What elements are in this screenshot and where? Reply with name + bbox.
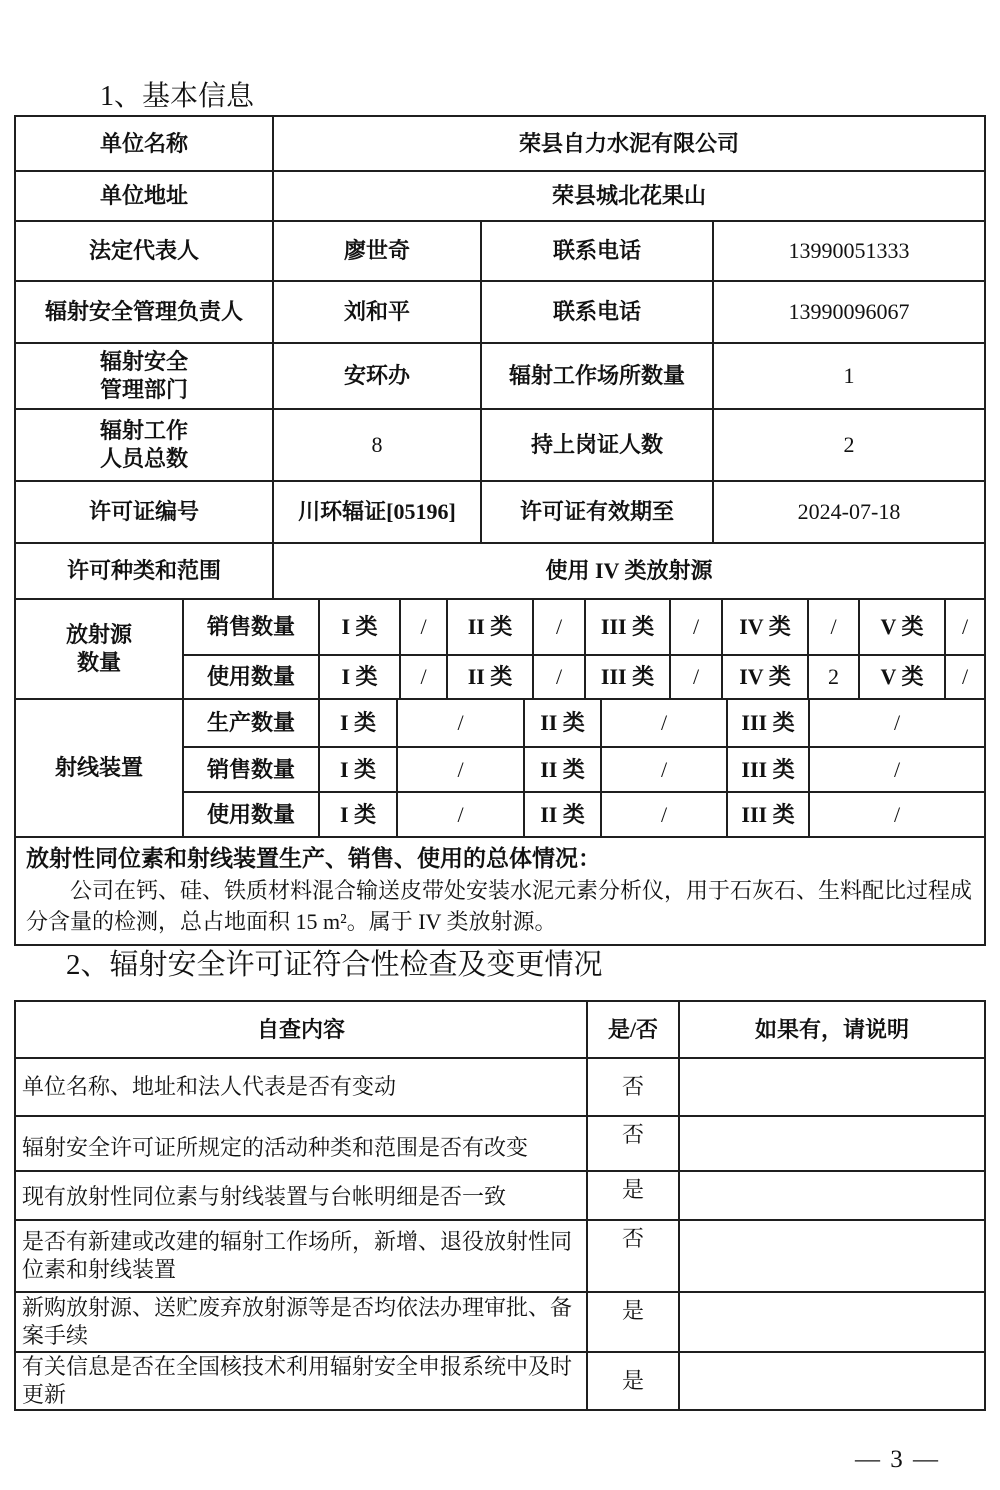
devices-production-row <box>182 700 984 746</box>
device-count-cell: / <box>396 700 523 746</box>
device-class-cell: I 类 <box>318 748 396 791</box>
certified-count-value: 2 <box>712 410 984 480</box>
page-number: — 3 — <box>855 1446 940 1473</box>
self-check-table <box>14 1000 986 1411</box>
devices-production-label: 生产数量 <box>182 700 318 746</box>
check-note <box>678 1221 984 1291</box>
source-class-cell: IV 类 <box>721 600 807 654</box>
table-row-license-scope <box>16 542 984 598</box>
workers-label-line2: 人员总数 <box>99 446 188 471</box>
source-count-cell: / <box>399 600 446 654</box>
safety-dept-label-line1: 辐射安全 <box>99 349 188 374</box>
check-answer: 否 <box>586 1117 678 1170</box>
license-expiry-label: 许可证有效期至 <box>480 482 712 542</box>
safety-manager-label: 辐射安全管理负责人 <box>44 299 243 324</box>
unit-name-value: 荣县自力水泥有限公司 <box>272 117 984 170</box>
sources-use-row <box>182 654 984 698</box>
check-question: 辐射安全许可证所规定的活动种类和范围是否有改变 <box>22 1135 529 1160</box>
source-class-cell: III 类 <box>584 600 669 654</box>
safety-dept-value: 安环办 <box>272 344 480 408</box>
check-answer: 是 <box>586 1293 678 1351</box>
source-count-cell: 2 <box>807 656 858 698</box>
workplace-count-label: 辐射工作场所数量 <box>480 344 712 408</box>
table-row-workers <box>16 408 984 480</box>
check-row <box>16 1115 984 1170</box>
source-count-cell: / <box>399 656 446 698</box>
source-class-cell: II 类 <box>446 600 532 654</box>
summary-heading: 放射性同位素和射线装置生产、销售、使用的总体情况： <box>26 846 601 871</box>
source-count-cell: / <box>944 656 984 698</box>
device-count-cell: / <box>600 793 726 836</box>
device-class-cell: I 类 <box>318 793 396 836</box>
license-number-value: 川环辐证[05196] <box>272 482 480 542</box>
check-note <box>678 1353 984 1409</box>
unit-address-value: 荣县城北花果山 <box>272 172 984 220</box>
safety-dept-label <box>16 344 272 408</box>
unit-address-label: 单位地址 <box>99 183 188 208</box>
table-row-legal-rep <box>16 220 984 280</box>
devices-sale-row <box>182 746 984 791</box>
devices-group-label: 射线装置 <box>54 755 143 780</box>
check-row <box>16 1057 984 1115</box>
section1-title: 1、基本信息 <box>100 81 255 112</box>
table-row-unit-name <box>16 117 984 170</box>
header-explanation: 如果有，请说明 <box>678 1002 984 1057</box>
check-question: 新购放射源、送贮废弃放射源等是否均依法办理审批、备案手续 <box>22 1295 573 1348</box>
source-count-cell: / <box>669 600 721 654</box>
basic-info-table <box>14 115 986 946</box>
section2-title: 2、辐射安全许可证符合性检查及变更情况 <box>66 949 603 981</box>
legal-rep-value: 廖世奇 <box>272 222 480 280</box>
summary-row <box>16 836 984 944</box>
check-answer: 否 <box>586 1059 678 1115</box>
license-scope-value: 使用 IV 类放射源 <box>272 544 984 598</box>
check-row <box>16 1219 984 1291</box>
legal-rep-phone-label: 联系电话 <box>480 222 712 280</box>
source-class-cell: V 类 <box>858 656 944 698</box>
safety-manager-value: 刘和平 <box>272 282 480 342</box>
check-note <box>678 1059 984 1115</box>
check-answer: 否 <box>586 1221 678 1291</box>
license-number-label: 许可证编号 <box>88 499 199 524</box>
check-note <box>678 1172 984 1219</box>
sources-use-label: 使用数量 <box>182 656 318 698</box>
source-class-cell: I 类 <box>318 656 399 698</box>
device-count-cell: / <box>396 748 523 791</box>
source-count-cell: / <box>532 600 584 654</box>
device-class-cell: III 类 <box>726 793 808 836</box>
source-class-cell: III 类 <box>584 656 669 698</box>
devices-sale-label: 销售数量 <box>182 748 318 791</box>
source-class-cell: IV 类 <box>721 656 807 698</box>
check-answer: 是 <box>586 1353 678 1409</box>
check-row <box>16 1170 984 1219</box>
devices-subrows <box>182 700 984 836</box>
check-question: 现有放射性同位素与射线装置与台帐明细是否一致 <box>22 1184 507 1209</box>
workers-label <box>16 410 272 480</box>
header-check-content: 自查内容 <box>256 1016 345 1042</box>
sources-group-label-line2: 数量 <box>76 650 121 675</box>
table-row-license <box>16 480 984 542</box>
header-yes-no: 是/否 <box>586 1002 678 1057</box>
safety-dept-label-line2: 管理部门 <box>99 377 188 402</box>
source-class-cell: II 类 <box>446 656 532 698</box>
devices-use-row <box>182 791 984 836</box>
workplace-count-value: 1 <box>712 344 984 408</box>
safety-manager-phone-label: 联系电话 <box>480 282 712 342</box>
workers-label-line1: 辐射工作 <box>99 418 188 443</box>
certified-count-label: 持上岗证人数 <box>480 410 712 480</box>
check-question: 单位名称、地址和法人代表是否有变动 <box>22 1074 397 1099</box>
self-check-header-row <box>16 1002 984 1057</box>
unit-name-label: 单位名称 <box>99 130 188 156</box>
sources-group-label <box>16 600 182 698</box>
device-class-cell: II 类 <box>523 793 600 836</box>
workers-value: 8 <box>272 410 480 480</box>
source-count-cell: / <box>807 600 858 654</box>
check-row <box>16 1291 984 1351</box>
sources-sale-label: 销售数量 <box>182 600 318 654</box>
sources-group-label-line1: 放射源 <box>65 622 132 647</box>
device-class-cell: III 类 <box>726 748 808 791</box>
devices-group-row <box>16 698 984 836</box>
check-note <box>678 1117 984 1170</box>
device-class-cell: I 类 <box>318 700 396 746</box>
device-class-cell: II 类 <box>523 700 600 746</box>
summary-body: 公司在钙、硅、铁质材料混合输送皮带处安装水泥元素分析仪，用于石灰石、生料配比过程成分含量的检测，总占地面积 15 m²。属于 IV 类放射源。 <box>26 878 973 934</box>
device-count-cell: / <box>808 700 984 746</box>
source-class-cell: I 类 <box>318 600 399 654</box>
check-answer: 是 <box>586 1172 678 1219</box>
license-expiry-value: 2024-07-18 <box>712 482 984 542</box>
table-row-safety-dept <box>16 342 984 408</box>
check-note <box>678 1293 984 1351</box>
source-count-cell: / <box>532 656 584 698</box>
legal-rep-phone-value: 13990051333 <box>712 222 984 280</box>
license-scope-label: 许可种类和范围 <box>66 558 221 583</box>
device-count-cell: / <box>808 748 984 791</box>
sources-sale-row <box>182 600 984 654</box>
device-count-cell: / <box>396 793 523 836</box>
devices-use-label: 使用数量 <box>182 793 318 836</box>
source-count-cell: / <box>669 656 721 698</box>
device-count-cell: / <box>600 700 726 746</box>
sources-group-row <box>16 598 984 698</box>
source-count-cell: / <box>944 600 984 654</box>
device-count-cell: / <box>808 793 984 836</box>
sources-subrows <box>182 600 984 698</box>
safety-manager-phone-value: 13990096067 <box>712 282 984 342</box>
check-question: 是否有新建或改建的辐射工作场所，新增、退役放射性同位素和射线装置 <box>22 1229 573 1282</box>
device-class-cell: II 类 <box>523 748 600 791</box>
table-row-unit-address <box>16 170 984 220</box>
device-class-cell: III 类 <box>726 700 808 746</box>
legal-rep-label: 法定代表人 <box>88 238 199 263</box>
device-count-cell: / <box>600 748 726 791</box>
table-row-safety-manager <box>16 280 984 342</box>
check-row <box>16 1351 984 1409</box>
source-class-cell: V 类 <box>858 600 944 654</box>
check-question: 有关信息是否在全国核技术利用辐射安全申报系统中及时更新 <box>22 1354 573 1407</box>
